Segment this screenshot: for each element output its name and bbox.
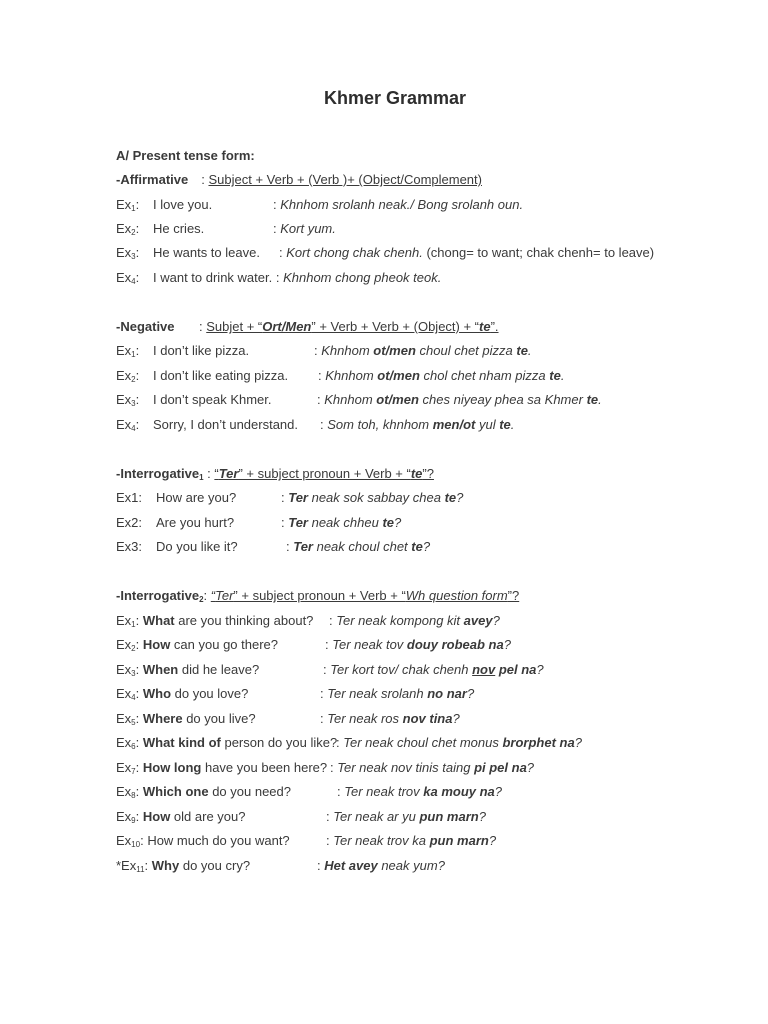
affirmative-formula: Subject + Verb + (Verb )+ (Object/Complement) xyxy=(208,172,482,187)
negative-label: -Negative xyxy=(116,319,175,334)
interrogative1-label: -Interrogative$_1$ xyxy=(116,466,204,482)
wh-example-3: $Ex_3$: When did he leave? : Ter kort tov/ chak chenh nov pel na? xyxy=(116,662,544,678)
interrogative2-label: -Interrogative$_2$ xyxy=(116,588,204,604)
interrogative1-example-2: Ex2: Are you hurt? : Ter neak chheu te? xyxy=(116,515,402,530)
page-title: Khmer Grammar xyxy=(323,88,467,108)
negative-example-2: $Ex_2$: I don’t like eating pizza. : Khnhom ot/men chol chet nham pizza te. xyxy=(116,368,565,384)
wh-example-10: $Ex_{10}$: How much do you want? : Ter neak trov ka pun marn? xyxy=(116,833,497,849)
interrogative1-formula-line: -Interrogative$_1$ : “Ter” + subject pronoun + Verb + “te”? xyxy=(116,466,434,482)
wh-example-5: $Ex_5$: Where do you live? : Ter neak ros nov tina? xyxy=(116,711,460,727)
affirmative-label: -Affirmative xyxy=(116,172,189,187)
interrogative1-formula: “Ter” + subject pronoun + Verb + “te”? xyxy=(214,466,434,481)
wh-example-2: $Ex_2$: How can you go there? : Ter neak tov douy robeab na? xyxy=(116,637,511,653)
interrogative1-example-1: Ex1: How are you? : Ter neak sok sabbay chea te? xyxy=(116,490,464,505)
negative-example-3: $Ex_3$: I don’t speak Khmer. : Khnhom ot/men ches niyeay phea sa Khmer te. xyxy=(116,392,602,408)
wh-example-11: $*Ex_{11}$: Why do you cry? : Het avey neak yum? xyxy=(116,858,445,874)
wh-example-8: $Ex_8$: Which one do you need? : Ter neak trov ka mouy na? xyxy=(116,784,503,800)
negative-formula-line: -Negative : Subjet + “Ort/Men” + Verb + Verb + (Object) + “te”. xyxy=(116,319,499,334)
wh-example-9: $Ex_9$: How old are you? : Ter neak ar yu pun marn? xyxy=(116,809,486,825)
affirmative-example-4: $Ex_4$: I want to drink water. : Khnhom chong pheok teok. xyxy=(116,270,442,286)
interrogative2-formula-line: -Interrogative$_2$: “Ter” + subject pronoun + Verb + “Wh question form”? xyxy=(116,588,520,604)
wh-example-7: $Ex_7$: How long have you been here? : Ter neak nov tinis taing pi pel na? xyxy=(116,760,535,776)
interrogative1-example-3: Ex3: Do you like it? : Ter neak choul chet te? xyxy=(116,539,431,554)
affirmative-example-1: $Ex_1$: I love you. : Khnhom srolanh neak./ Bong srolanh oun. xyxy=(116,197,524,213)
negative-example-4: $Ex_4$: Sorry, I don’t understand. : Som toh, khnhom men/ot yul te. xyxy=(116,417,515,433)
negative-formula: Subjet + “Ort/Men” + Verb + Verb + (Object) + “te”. xyxy=(206,319,499,334)
affirmative-formula-line: -Affirmative : Subject + Verb + (Verb )+ (Object/Complement) xyxy=(116,172,482,187)
section-heading: A/ Present tense form: xyxy=(116,148,255,163)
wh-example-1: $Ex_1$: What are you thinking about? : Ter neak kompong kit avey? xyxy=(116,613,500,629)
wh-example-4: $Ex_4$: Who do you love? : Ter neak srolanh no nar? xyxy=(116,686,475,702)
affirmative-example-2: $Ex_2$: He cries. : Kort yum. xyxy=(116,221,336,237)
affirmative-example-3: $Ex_3$: He wants to leave. : Kort chong chak chenh. (chong= to want; chak chenh= to leave) xyxy=(116,245,655,261)
negative-example-1: $Ex_1$: I don’t like pizza. : Khnhom ot/men choul chet pizza te. xyxy=(116,343,532,359)
interrogative2-formula: “Ter” + subject pronoun + Verb + “Wh question form”? xyxy=(210,588,520,603)
wh-example-6: $Ex_6$: What kind of person do you like? : Ter neak choul chet monus brorphet na? xyxy=(116,735,582,751)
